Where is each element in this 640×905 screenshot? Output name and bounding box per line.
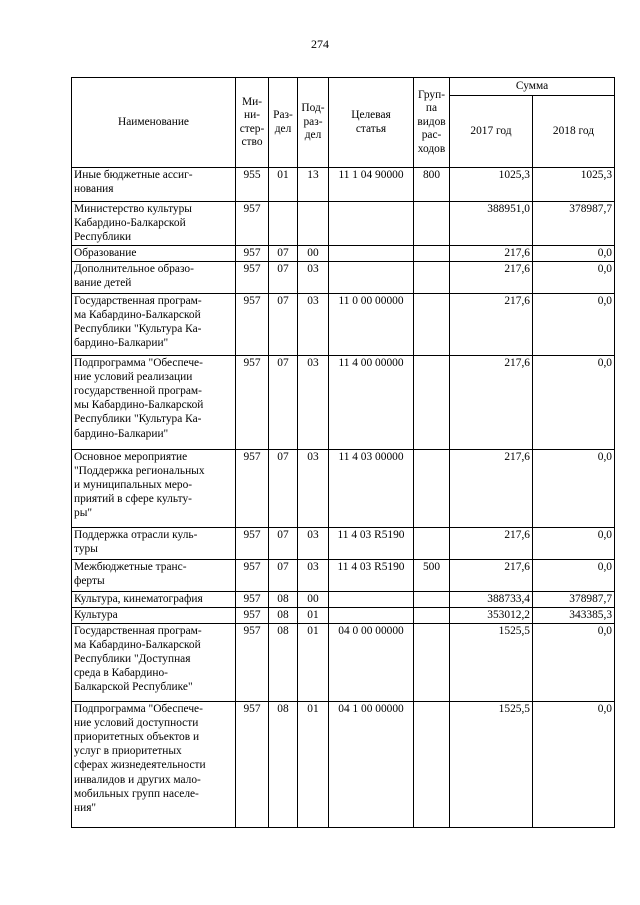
row-subsection: 00 (298, 245, 329, 261)
row-ministry: 957 (236, 701, 269, 827)
row-section: 07 (269, 559, 298, 591)
header-ministry: Ми- ни- стер- ство (236, 78, 269, 168)
row-section: 07 (269, 355, 298, 449)
row-sum-2018: 0,0 (533, 701, 615, 827)
row-ministry: 957 (236, 261, 269, 293)
header-section: Раз- дел (269, 78, 298, 168)
table-row (72, 591, 615, 607)
budget-table (71, 77, 615, 828)
row-ministry: 957 (236, 202, 269, 246)
table-row (72, 607, 615, 623)
row-sum-2018: 0,0 (533, 261, 615, 293)
row-subsection: 03 (298, 355, 329, 449)
table-row (72, 293, 615, 355)
row-section: 08 (269, 623, 298, 701)
row-sum-2018: 0,0 (533, 559, 615, 591)
row-name: Министерство культуры Кабардино-Балкарской Республики (72, 202, 236, 246)
row-subsection: 03 (298, 527, 329, 559)
row-group (414, 527, 450, 559)
row-target (329, 202, 414, 246)
header-name: Наименование (72, 78, 236, 168)
row-ministry: 957 (236, 559, 269, 591)
table-row (72, 355, 615, 449)
table-row (72, 623, 615, 701)
row-section: 07 (269, 245, 298, 261)
row-section: 08 (269, 607, 298, 623)
row-name: Основное мероприятие "Поддержка региональных и муниципальных меро- приятий в сфере культу- ры" (72, 449, 236, 527)
row-target: 11 1 04 90000 (329, 168, 414, 202)
row-sum-2018: 0,0 (533, 623, 615, 701)
row-target (329, 245, 414, 261)
row-target: 11 4 03 R5190 (329, 559, 414, 591)
row-sum-2018: 0,0 (533, 449, 615, 527)
row-section: 07 (269, 293, 298, 355)
row-name: Культура, кинематография (72, 591, 236, 607)
row-target (329, 607, 414, 623)
row-subsection: 03 (298, 293, 329, 355)
row-section: 01 (269, 168, 298, 202)
row-section: 08 (269, 701, 298, 827)
row-ministry: 957 (236, 293, 269, 355)
row-sum-2018: 378987,7 (533, 591, 615, 607)
row-ministry: 957 (236, 355, 269, 449)
table-row (72, 261, 615, 293)
row-sum-2017: 1525,5 (450, 623, 533, 701)
row-group (414, 202, 450, 246)
row-section: 08 (269, 591, 298, 607)
table-row (72, 202, 615, 246)
table-body (72, 168, 615, 828)
row-target: 11 4 03 R5190 (329, 527, 414, 559)
row-ministry: 957 (236, 527, 269, 559)
row-subsection: 00 (298, 591, 329, 607)
row-target: 04 1 00 00000 (329, 701, 414, 827)
table-row (72, 559, 615, 591)
table-row (72, 701, 615, 827)
row-sum-2018: 378987,7 (533, 202, 615, 246)
row-sum-2017: 217,6 (450, 245, 533, 261)
row-subsection: 03 (298, 261, 329, 293)
row-group (414, 623, 450, 701)
table-row (72, 527, 615, 559)
row-sum-2017: 217,6 (450, 293, 533, 355)
row-sum-2017: 217,6 (450, 527, 533, 559)
row-group: 800 (414, 168, 450, 202)
header-year-2018: 2018 год (533, 96, 615, 168)
row-sum-2018: 0,0 (533, 527, 615, 559)
row-name: Государственная програм- ма Кабардино-Балкарской Республики "Культура Ка- бардино-Балкарии" (72, 293, 236, 355)
table-row (72, 245, 615, 261)
row-sum-2017: 217,6 (450, 449, 533, 527)
row-target (329, 591, 414, 607)
row-target (329, 261, 414, 293)
row-target: 11 0 00 00000 (329, 293, 414, 355)
row-subsection: 03 (298, 559, 329, 591)
row-group (414, 355, 450, 449)
row-group (414, 245, 450, 261)
row-sum-2017: 217,6 (450, 559, 533, 591)
row-group (414, 607, 450, 623)
row-sum-2017: 217,6 (450, 261, 533, 293)
row-sum-2017: 217,6 (450, 355, 533, 449)
row-ministry: 957 (236, 591, 269, 607)
row-ministry: 957 (236, 607, 269, 623)
row-group (414, 701, 450, 827)
row-name: Подпрограмма "Обеспече- ние условий доступности приоритетных объектов и услуг в приоритетных сферах жизнедеятельности инвалидов и других мало- мобильных групп населе- ния" (72, 701, 236, 827)
row-sum-2018: 343385,3 (533, 607, 615, 623)
row-name: Государственная програм- ма Кабардино-Балкарской Республики "Доступная среда в Кабардино- Балкарской Республике" (72, 623, 236, 701)
row-section: 07 (269, 449, 298, 527)
row-target: 11 4 03 00000 (329, 449, 414, 527)
row-subsection (298, 202, 329, 246)
row-sum-2017: 353012,2 (450, 607, 533, 623)
row-ministry: 955 (236, 168, 269, 202)
row-sum-2017: 1525,5 (450, 701, 533, 827)
row-subsection: 03 (298, 449, 329, 527)
row-sum-2018: 0,0 (533, 355, 615, 449)
row-section (269, 202, 298, 246)
row-name: Межбюджетные транс- ферты (72, 559, 236, 591)
row-section: 07 (269, 527, 298, 559)
header-subsection: Под- раз- дел (298, 78, 329, 168)
row-name: Иные бюджетные ассиг- нования (72, 168, 236, 202)
row-target: 04 0 00 00000 (329, 623, 414, 701)
header-target: Целевая статья (329, 78, 414, 168)
row-name: Дополнительное образо- вание детей (72, 261, 236, 293)
table-row (72, 449, 615, 527)
row-name: Образование (72, 245, 236, 261)
row-group (414, 261, 450, 293)
row-group: 500 (414, 559, 450, 591)
row-group (414, 293, 450, 355)
row-ministry: 957 (236, 449, 269, 527)
row-ministry: 957 (236, 623, 269, 701)
row-section: 07 (269, 261, 298, 293)
row-sum-2018: 0,0 (533, 245, 615, 261)
row-subsection: 01 (298, 607, 329, 623)
header-sum: Сумма (450, 78, 615, 96)
row-ministry: 957 (236, 245, 269, 261)
row-name: Подпрограмма "Обеспече- ние условий реализации государственной програм- мы Кабардино-Балкарской Республики "Культура Ка- бардино-Балкарии" (72, 355, 236, 449)
row-group (414, 591, 450, 607)
row-sum-2017: 388733,4 (450, 591, 533, 607)
row-subsection: 01 (298, 623, 329, 701)
row-group (414, 449, 450, 527)
row-sum-2017: 1025,3 (450, 168, 533, 202)
row-sum-2018: 1025,3 (533, 168, 615, 202)
row-sum-2018: 0,0 (533, 293, 615, 355)
row-name: Поддержка отрасли куль- туры (72, 527, 236, 559)
row-target: 11 4 00 00000 (329, 355, 414, 449)
row-name: Культура (72, 607, 236, 623)
page-number: 274 (311, 37, 329, 51)
table-row (72, 168, 615, 202)
header-year-2017: 2017 год (450, 96, 533, 168)
header-group: Груп- па видов рас- ходов (414, 78, 450, 168)
row-sum-2017: 388951,0 (450, 202, 533, 246)
row-subsection: 13 (298, 168, 329, 202)
row-subsection: 01 (298, 701, 329, 827)
